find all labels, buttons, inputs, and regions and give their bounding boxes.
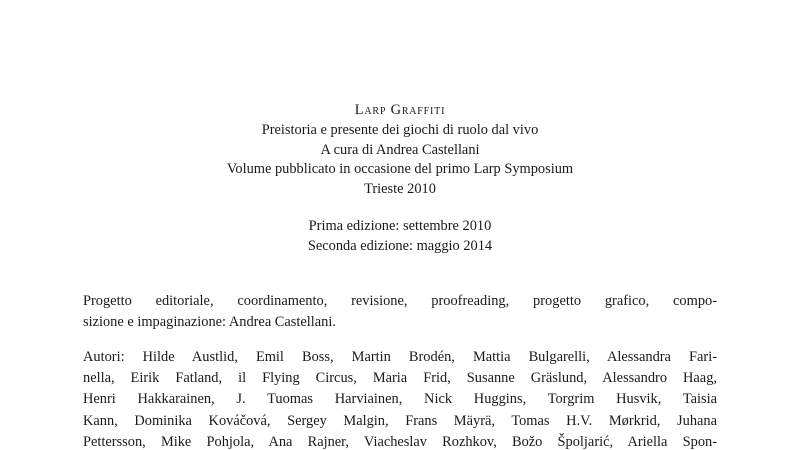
editor-line: A cura di Andrea Castellani [320,141,480,158]
book-title: Larp Graffiti [354,102,446,118]
credits-paragraph [83,291,717,333]
authors-line: Henri Hakkarainen, J. Tuomas Harviainen, Nick Huggins, Torgrim Husvik, Taisia [83,391,717,408]
authors-paragraph [83,347,717,450]
authors-line: nella, Eirik Fatland, il Flying Circus, Maria Frid, Susanne Gräslund, Alessandro Haag, [83,370,717,387]
title-block [0,101,800,200]
occasion-line: Volume pubblicato in occasione del primo Larp Symposium [226,161,574,178]
editions-block [0,217,800,257]
authors-line: Kann, Dominika Kováčová, Sergey Malgin, Frans Mäyrä, Tomas H.V. Mørkrid, Juhana [83,412,717,429]
authors-line: Autori: Hilde Austlid, Emil Boss, Martin Brodén, Mattia Bulgarelli, Alessandra Fari- [83,349,717,365]
first-edition-line: Prima edizione: settembre 2010 [308,218,492,234]
credits-line: Progetto editoriale, coordinamento, revisione, proofreading, progetto grafico, compo- [83,293,717,309]
credits-line: sizione e impaginazione: Andrea Castellani. [83,314,336,331]
authors-line: Pettersson, Mike Pohjola, Ana Rajner, Viacheslav Rozhkov, Božo Špoljarić, Ariella Spon- [83,433,717,450]
second-edition-line: Seconda edizione: maggio 2014 [307,237,493,254]
book-subtitle: Preistoria e presente dei giochi di ruolo dal vivo [261,121,539,138]
place-year-line: Trieste 2010 [364,181,436,198]
